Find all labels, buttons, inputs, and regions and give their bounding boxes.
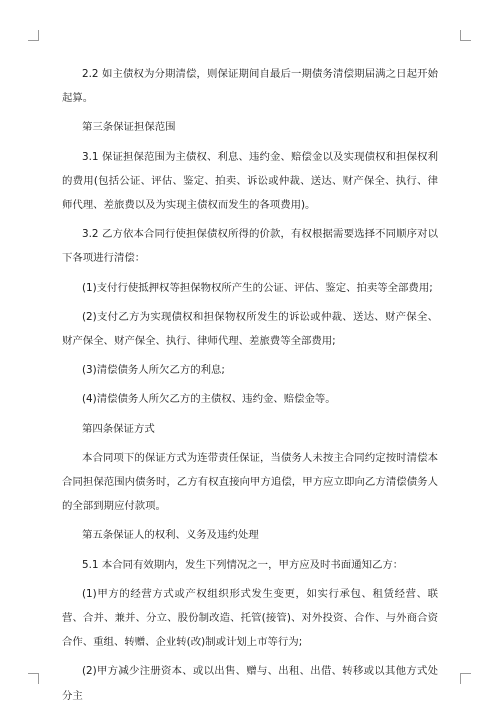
crop-mark-bottom-left (28, 673, 39, 684)
paragraph-2-2: 2.2 如主债权为分期清偿，则保证期间自最后一期债务清偿期届满之日起开始起算。 (62, 68, 438, 105)
list-item-4: (4)清偿债务人所欠乙方的主债权、违约金、赔偿金等。 (82, 393, 336, 406)
crop-mark-bottom-right (460, 673, 471, 684)
heading-article-3: 第三条保证担保范围 (82, 121, 176, 134)
heading-article-4: 第四条保证方式 (82, 422, 155, 435)
list-item-1: (1)支付行使抵押权等担保物权所产生的公证、评估、鉴定、拍卖等全部费用; (82, 281, 433, 294)
paragraph-article-4: 本合同项下的保证方式为连带责任保证，当债务人未按主合同约定按时清偿本合同担保范围内债务时，乙方有权直接向甲方追偿，甲方应立即向乙方清偿债务人的全部到期应付款项。 (62, 451, 438, 513)
list-item-5-1-1: (1)甲方的经营方式或产权组织形式发生变更，如实行承包、租赁经营、联营、合并、兼并、分立、股份制改造、托管(接管)、对外投资、合作、与外商合资合作、重组、转赠、企业转(改)制或计划上市等行为; (62, 587, 438, 649)
crop-mark-top-right (460, 30, 471, 41)
list-item-2: (2)支付乙方为实现债权和担保物权所发生的诉讼或仲裁、送达、财产保全、财产保全、财产保全、执行、律师代理、差旅费等全部费用; (62, 310, 438, 348)
paragraph-3-2: 3.2 乙方依本合同行使担保债权所得的价款，有权根据需要选择不同顺序对以下各项进行清偿： (62, 228, 438, 265)
crop-mark-top-left (28, 30, 39, 41)
list-item-3: (3)清偿债务人所欠乙方的利息; (82, 364, 225, 377)
paragraph-5-1: 5.1 本合同有效期内，发生下列情况之一，甲方应及时书面通知乙方： (82, 558, 404, 571)
paragraph-3-1: 3.1 保证担保范围为主债权、利息、违约金、赔偿金以及实现债权和担保权利的费用(包括公证、评估、鉴定、拍卖、诉讼或仲裁、送达、财产保全、执行、律师代理、差旅费以及为实现主债权而发生的各项费用)。 (62, 150, 438, 212)
document-body (62, 62, 438, 708)
heading-article-5: 第五条保证人的权利、义务及违约处理 (82, 529, 259, 542)
list-item-5-1-2: (2)甲方减少注册资本、或以出售、赠与、出租、出借、转移或以其他方式处分主 (62, 665, 438, 702)
